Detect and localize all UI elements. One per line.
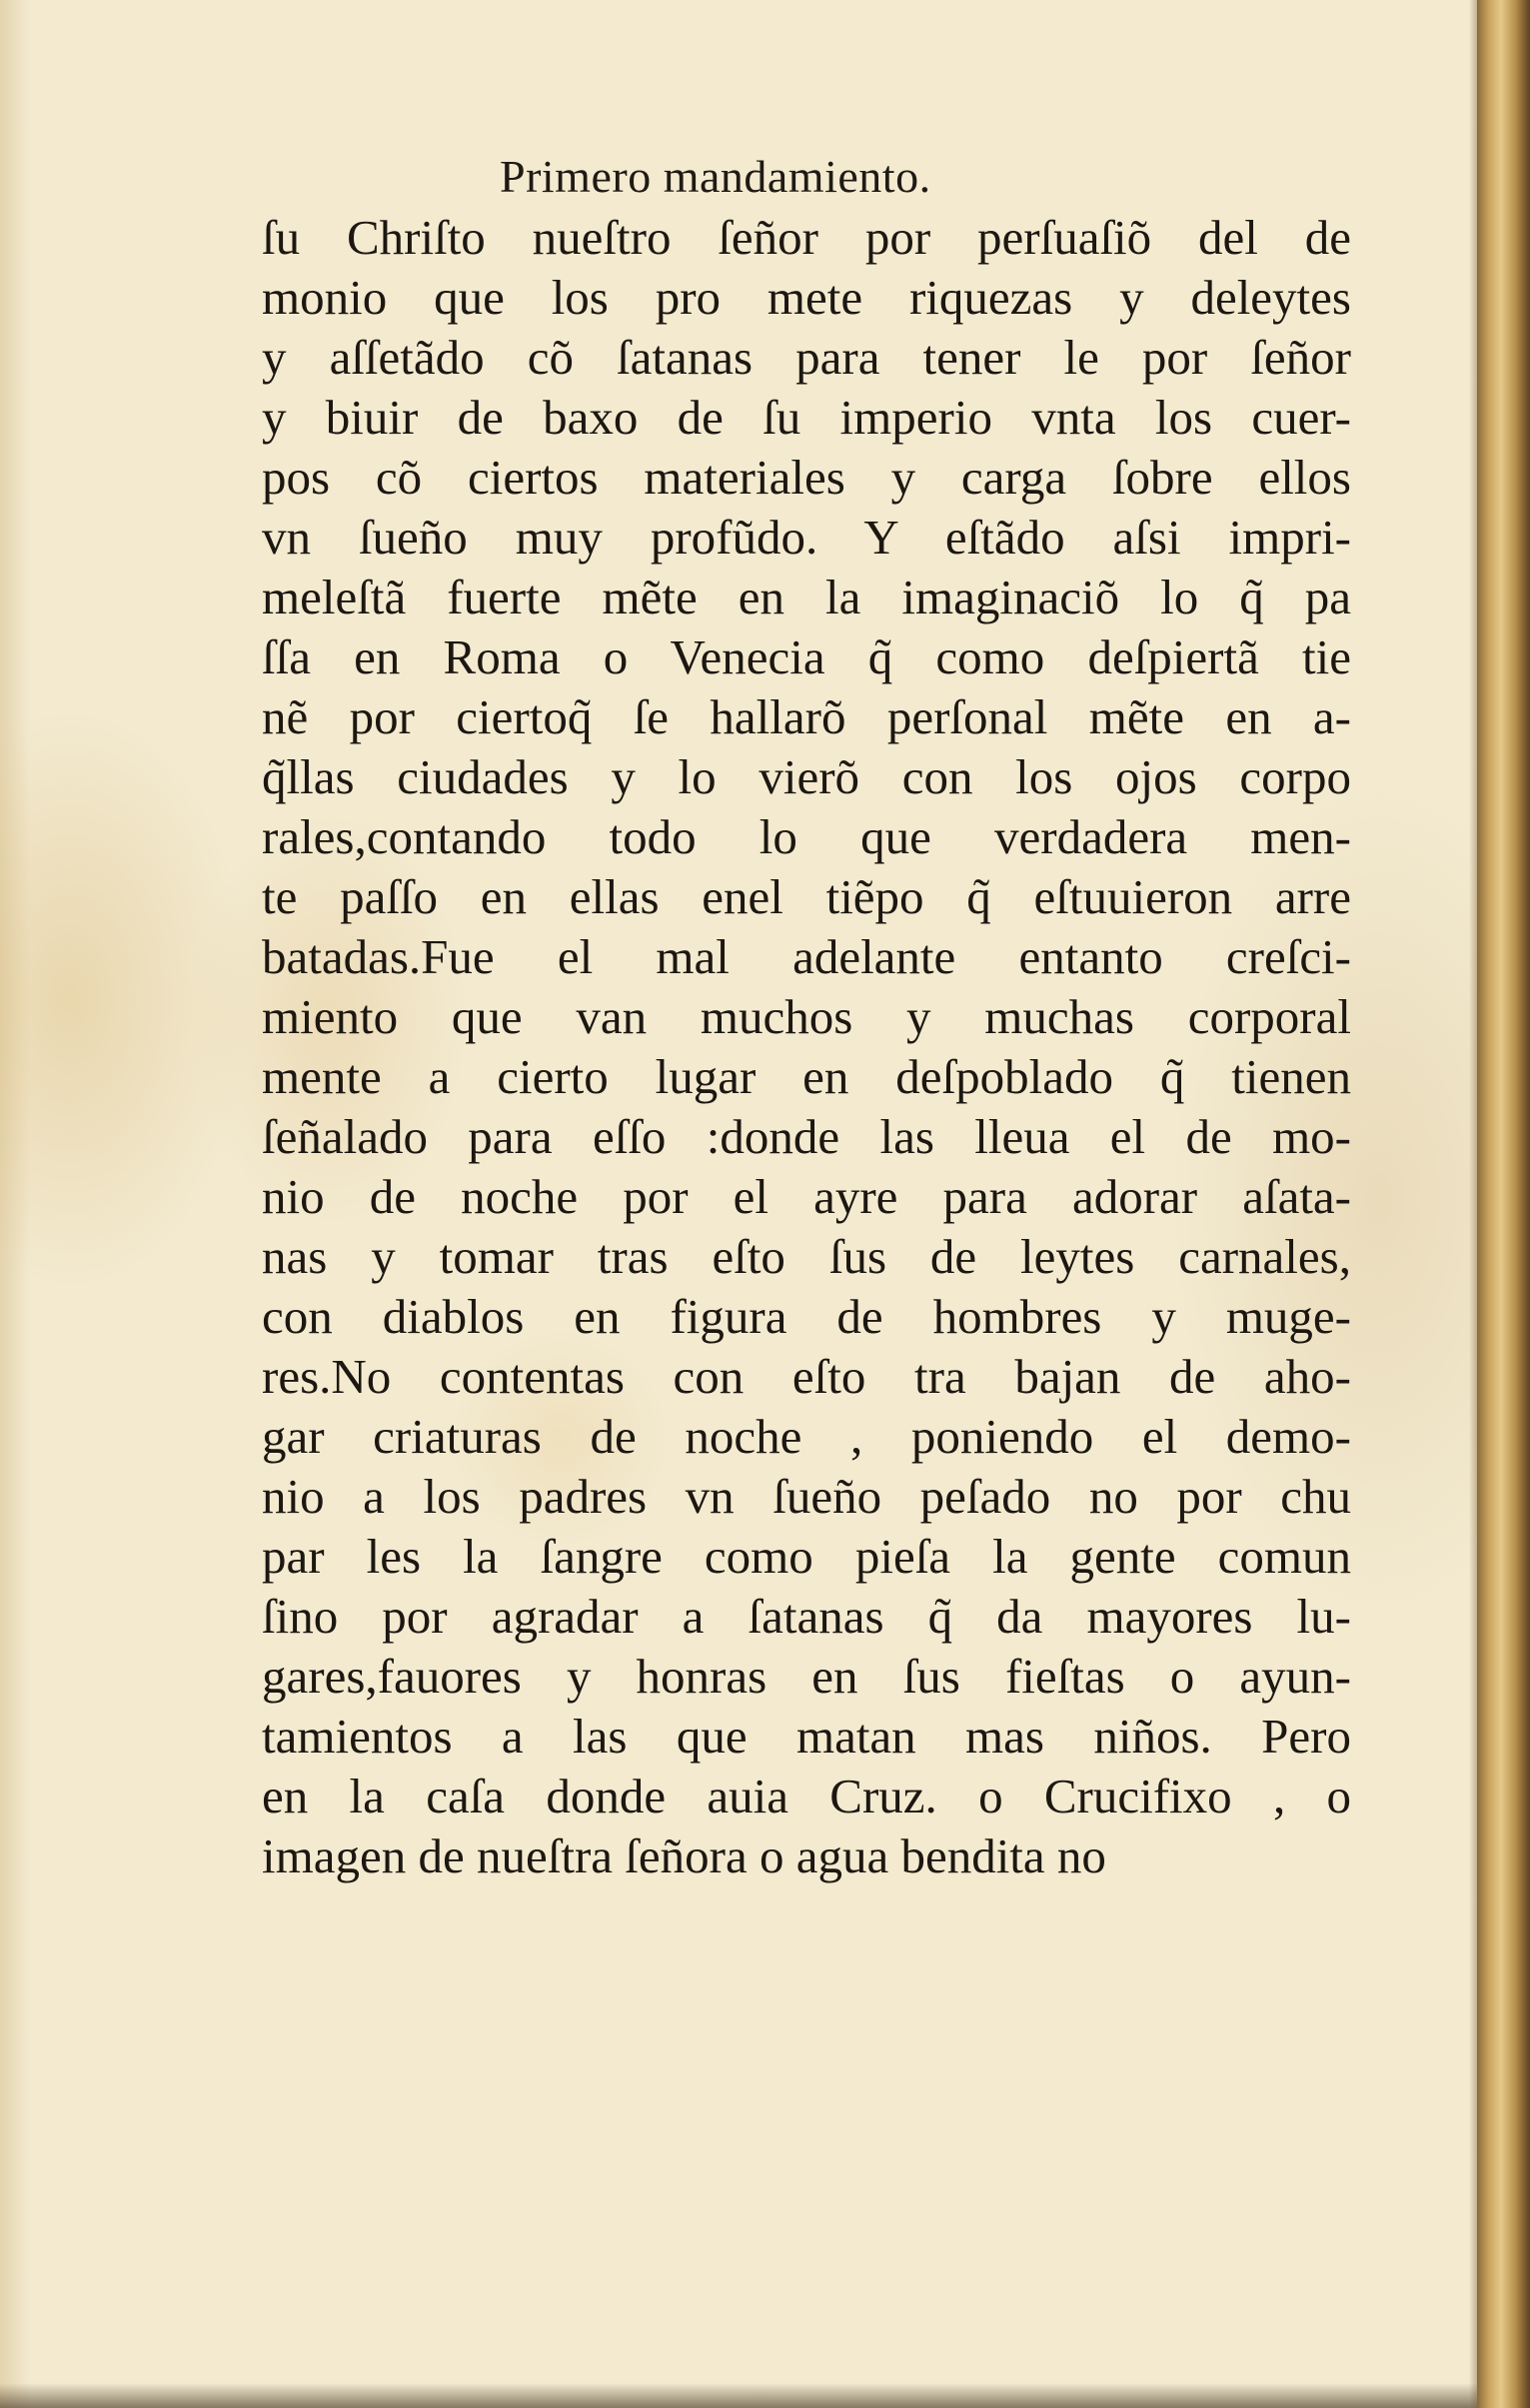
page-bottom-shadow xyxy=(0,2383,1477,2408)
text-line: ſino por agradar a ſatanas q̃ da mayores lu- xyxy=(262,1589,1351,1644)
text-line: con diablos en figura de hombres y muge- xyxy=(262,1289,1351,1344)
text-line: pos cõ ciertos materiales y carga ſobre ellos xyxy=(262,450,1351,505)
text-line: par les la ſangre como pieſa la gente comun xyxy=(262,1529,1351,1584)
text-line: ſu Chriſto nueſtro ſeñor por perſuaſiõ del de xyxy=(262,210,1351,265)
text-line: rales,contando todo lo que verdadera men- xyxy=(262,809,1351,864)
text-line: en la caſa donde auia Cruz. o Crucifixo , o xyxy=(262,1769,1351,1823)
text-line: y aſſetãdo cõ ſatanas para tener le por ſeñor xyxy=(262,330,1351,385)
text-line: nẽ por ciertoq̃ ſe hallarõ perſonal mẽte en a- xyxy=(262,689,1351,744)
text-line: gar criaturas de noche , poniendo el demo- xyxy=(262,1409,1351,1464)
text-line: mente a cierto lugar en deſpoblado q̃ tienen xyxy=(262,1049,1351,1104)
text-line: nas y tomar tras eſto ſus de leytes carnales, xyxy=(262,1229,1351,1284)
text-line: q̃llas ciudades y lo vierõ con los ojos corpo xyxy=(262,749,1351,804)
text-line: gares,fauores y honras en ſus fieſtas o ayun- xyxy=(262,1649,1351,1704)
text-line: vn ſueño muy profũdo. Y eſtãdo aſsi impri- xyxy=(262,510,1351,565)
text-line: imagen de nueſtra ſeñora o agua bendita no xyxy=(262,1828,1106,1883)
text-line: meleſtã fuerte mẽte en la imaginaciõ lo q̃ pa xyxy=(262,570,1351,624)
text-line: batadas.Fue el mal adelante entanto creſci- xyxy=(262,929,1351,984)
book-gutter xyxy=(1477,0,1530,2408)
text-line: nio de noche por el ayre para adorar aſata- xyxy=(262,1169,1351,1224)
text-line: tamientos a las que matan mas niños. Pero xyxy=(262,1709,1351,1764)
text-line: y biuir de baxo de ſu imperio vnta los cuer- xyxy=(262,390,1351,445)
text-line: te paſſo en ellas enel tiẽpo q̃ eſtuuieron arre xyxy=(262,869,1351,924)
text-line: monio que los pro mete riquezas y deleytes xyxy=(262,270,1351,325)
text-line: ſeñalado para eſſo :donde las lleua el de mo- xyxy=(262,1109,1351,1164)
text-line: miento que van muchos y muchas corporal xyxy=(262,989,1351,1044)
text-line: ſſa en Roma o Venecia q̃ como deſpiertã tie xyxy=(262,629,1351,684)
text-line: res.No contentas con eſto tra bajan de aho- xyxy=(262,1349,1351,1404)
body-text xyxy=(262,208,1351,1886)
running-head: Primero mandamiento. xyxy=(500,151,931,202)
text-line: nio a los padres vn ſueño peſado no por chu xyxy=(262,1469,1351,1524)
